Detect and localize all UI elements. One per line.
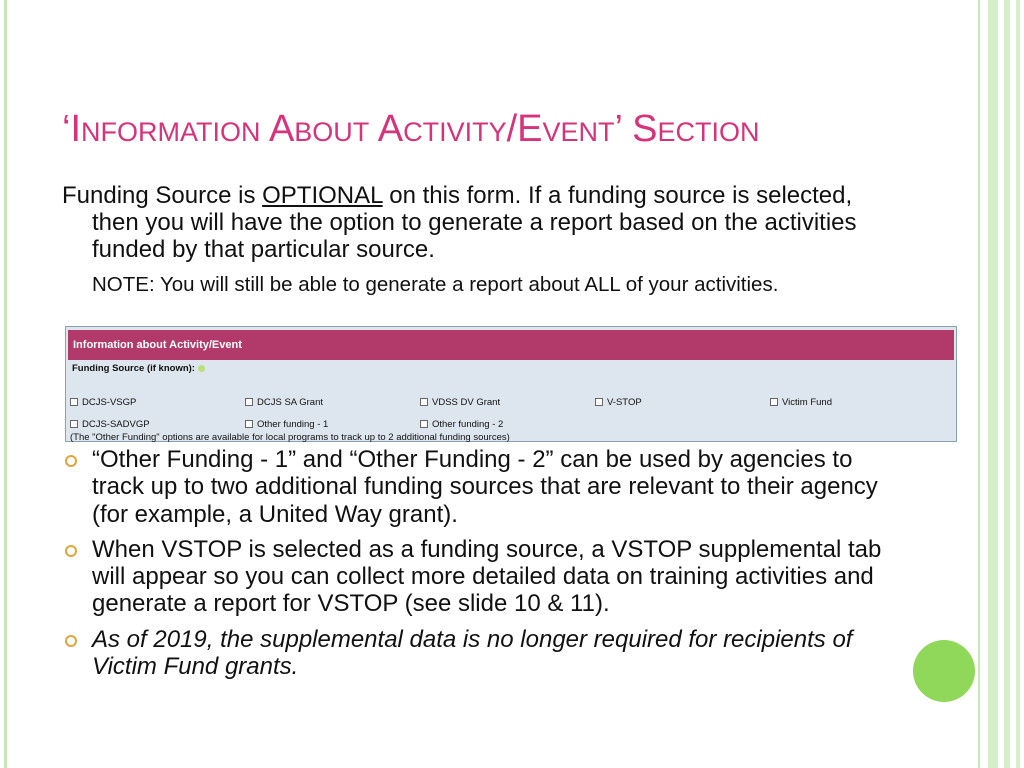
funding-option[interactable]: Victim Fund [770, 397, 832, 408]
funding-option[interactable]: Other funding - 1 [245, 419, 328, 430]
funding-option[interactable]: Other funding - 2 [420, 419, 503, 430]
form-screenshot [65, 326, 957, 442]
checkbox-icon[interactable] [420, 420, 428, 428]
note-text: You will still be able to generate a report about ALL of your activities. [154, 273, 779, 296]
funding-option[interactable]: V-STOP [595, 397, 642, 408]
list-item: When VSTOP is selected as a funding source, a VSTOP supplemental tab will appear so you can collect more detailed data on training activities and generate a report for VSTOP (see slide 10 & 11). [60, 536, 890, 618]
list-item: As of 2019, the supplemental data is no longer required for recipients of Victim Fund grants. [60, 626, 890, 681]
funding-source-term: Funding Source [62, 182, 232, 209]
checkbox-icon[interactable] [245, 420, 253, 428]
decorative-circle-icon [913, 640, 975, 702]
checkbox-icon[interactable] [420, 398, 428, 406]
funding-source-label: Funding Source (if known): [72, 363, 205, 374]
checkbox-icon[interactable] [245, 398, 253, 406]
funding-option[interactable]: VDSS DV Grant [420, 397, 500, 408]
funding-option[interactable]: DCJS-VSGP [70, 397, 136, 408]
checkbox-icon[interactable] [770, 398, 778, 406]
optional-term: OPTIONAL [262, 182, 383, 209]
slide-title: ‘Information About Activity/Event’ Section [62, 108, 760, 150]
bullet-ring-icon [65, 545, 77, 557]
checkbox-icon[interactable] [70, 398, 78, 406]
slide-frame-right [1004, 0, 1010, 768]
slide-frame-right [1016, 0, 1020, 768]
slide-frame-left [4, 0, 7, 768]
checkbox-icon[interactable] [595, 398, 603, 406]
form-section-header: Information about Activity/Event [68, 330, 954, 360]
list-item: “Other Funding - 1” and “Other Funding - 2” can be used by agencies to track up to two additional funding sources that are relevant to their agency (for example, a United Way grant). [60, 446, 890, 528]
funding-option[interactable]: DCJS-SADVGP [70, 419, 150, 430]
note-label: NOTE: [92, 273, 155, 296]
slide-frame-right [978, 0, 980, 768]
bullet-ring-icon [65, 635, 77, 647]
checkbox-icon[interactable] [70, 420, 78, 428]
intro-paragraph: Funding Source is OPTIONAL on this form. If a funding source is selected, then you will have the option to generate a report based on the activities funded by that particular source. [62, 182, 857, 263]
bullet-list [60, 446, 890, 688]
slide-frame-right [988, 0, 998, 768]
required-dot-icon [198, 365, 205, 372]
note-paragraph [92, 273, 852, 297]
other-funding-hint: (The "Other Funding" options are available for local programs to track up to 2 additional funding sources) [70, 432, 510, 443]
funding-option[interactable]: DCJS SA Grant [245, 397, 323, 408]
bullet-ring-icon [65, 455, 77, 467]
